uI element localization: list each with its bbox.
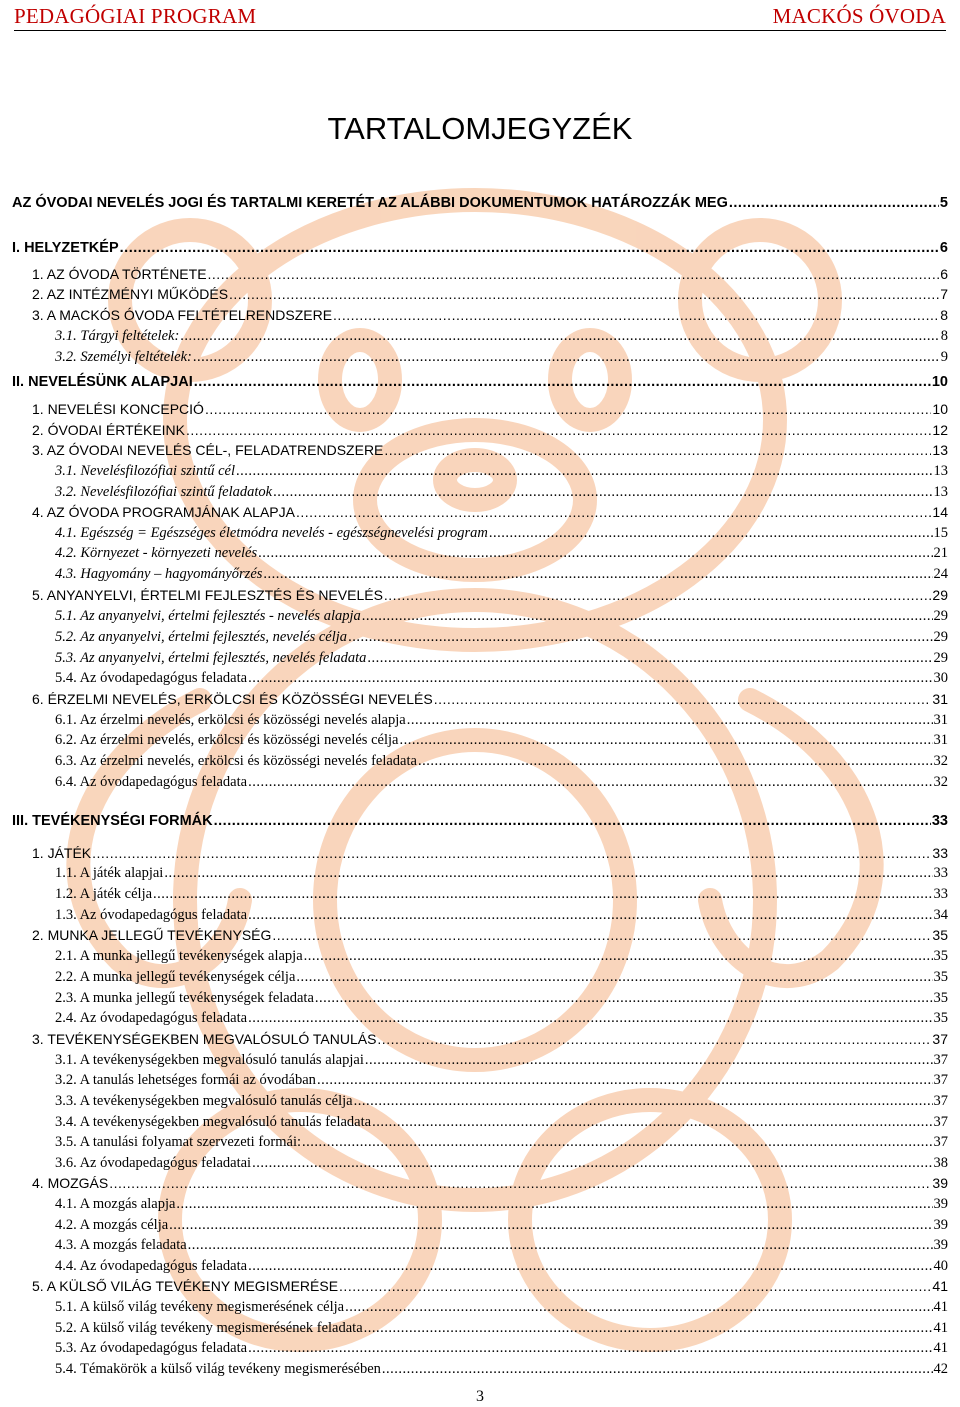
toc-entry-page: 29 — [933, 629, 948, 645]
toc-dot-leader — [229, 284, 939, 304]
toc-entry[interactable] — [55, 648, 948, 668]
toc-entry-page: 37 — [933, 1072, 948, 1088]
toc-entry-page: 32 — [933, 774, 948, 790]
toc-entry-title: 5.1. Az anyanyelvi, értelmi fejlesztés - nevelés alapja — [55, 608, 361, 624]
toc-entry-title: 1.1. A játék alapjai — [55, 865, 164, 881]
toc-dot-leader — [272, 925, 931, 945]
toc-dot-leader — [180, 326, 939, 346]
toc-entry-page: 9 — [940, 349, 948, 365]
toc-entry[interactable] — [55, 606, 948, 626]
toc-entry-title: 3.1. A tevékenységekben megvalósuló tanulás alapjai — [55, 1052, 364, 1068]
toc-entry-title: 1. JÁTÉK — [32, 845, 92, 861]
toc-entry[interactable] — [55, 946, 948, 966]
toc-dot-leader — [194, 372, 931, 392]
toc-entry[interactable] — [55, 967, 948, 987]
toc-entry-page: 24 — [933, 566, 948, 582]
toc-dot-leader — [248, 905, 932, 925]
toc-dot-leader — [333, 305, 939, 325]
toc-entry[interactable] — [55, 730, 948, 750]
toc-entry-title: 2.3. A munka jellegű tevékenységek feladata — [55, 990, 314, 1006]
page-number: 3 — [476, 1388, 484, 1405]
toc-dot-leader — [315, 988, 933, 1008]
toc-dot-leader — [384, 440, 931, 460]
toc-entry-title: 5.3. Az anyanyelvi, értelmi fejlesztés, nevelés feladata — [55, 650, 367, 666]
toc-entry-title: 3.4. A tevékenységekben megvalósuló tanulás feladata — [55, 1114, 372, 1130]
toc-entry[interactable] — [32, 925, 948, 945]
toc-entry-title: 5. A KÜLSŐ VILÁG TEVÉKENY MEGISMERÉSE — [32, 1278, 339, 1294]
toc-entry-page: 13 — [933, 484, 948, 500]
toc-entry[interactable] — [55, 1153, 948, 1173]
toc-entry-page: 13 — [933, 463, 948, 479]
toc-dot-leader — [489, 523, 933, 543]
toc-dot-leader — [382, 1359, 933, 1379]
toc-entry-page: 33 — [932, 845, 948, 861]
toc-entry-title: 2. AZ INTÉZMÉNYI MŰKÖDÉS — [32, 286, 229, 302]
toc-entry-title: 5.1. A külső világ tevékeny megismerésének célja — [55, 1299, 345, 1315]
toc-entry[interactable] — [12, 238, 948, 258]
toc-entry-title: 6.1. Az érzelmi nevelés, erkölcsi és közösségi nevelés alapja — [55, 712, 406, 728]
toc-entry[interactable] — [55, 751, 948, 771]
toc-dot-leader — [273, 482, 932, 502]
toc-entry-title: 4.1. Egészség = Egészséges életmódra nevelés - egészségnevelési program — [55, 525, 488, 541]
toc-dot-leader — [302, 1132, 932, 1152]
toc-dot-leader — [348, 627, 932, 647]
toc-entry-title: 6.2. Az érzelmi nevelés, erkölcsi és közösségi nevelés célja — [55, 732, 399, 748]
toc-entry-title: 2. ÓVODAI ÉRTÉKEINK — [32, 422, 186, 438]
toc-dot-leader — [205, 399, 931, 419]
toc-dot-leader — [296, 967, 932, 987]
toc-dot-leader — [377, 1029, 931, 1049]
toc-entry[interactable] — [32, 1276, 948, 1296]
toc-entry-title: 2. MUNKA JELLEGŰ TEVÉKENYSÉG — [32, 927, 272, 943]
header-left-title: PEDAGÓGIAI PROGRAM — [14, 4, 257, 28]
toc-entry[interactable] — [55, 1132, 948, 1152]
toc-dot-leader — [399, 730, 932, 750]
toc-entry-title: 5.4. Az óvodapedagógus feladata — [55, 670, 248, 686]
toc-entry[interactable] — [55, 710, 948, 730]
toc-entry-title: 5.2. A külső világ tevékeny megismerésének feladata — [55, 1320, 363, 1336]
toc-entry-page: 21 — [933, 545, 948, 561]
toc-dot-leader — [296, 502, 931, 522]
toc-entry[interactable] — [55, 482, 948, 502]
toc-entry[interactable] — [55, 884, 948, 904]
toc-entry-title: 1.3. Az óvodapedagógus feladata — [55, 907, 248, 923]
toc-entry[interactable] — [55, 772, 948, 792]
toc-entry[interactable] — [55, 326, 948, 346]
toc-entry-page: 33 — [933, 886, 948, 902]
toc-entry-page: 33 — [933, 865, 948, 881]
toc-dot-leader — [248, 1338, 932, 1358]
toc-dot-leader — [304, 946, 933, 966]
toc-dot-leader — [317, 1070, 933, 1090]
toc-dot-leader — [384, 585, 932, 605]
toc-entry[interactable] — [55, 1359, 948, 1379]
toc-entry[interactable] — [55, 1070, 948, 1090]
toc-dot-leader — [248, 1256, 932, 1276]
toc-entry[interactable] — [32, 502, 948, 522]
toc-entry[interactable] — [55, 347, 948, 367]
toc-dot-leader — [365, 1050, 933, 1070]
toc-entry-title: 4. MOZGÁS — [32, 1175, 109, 1191]
toc-entry-title: 6.4. Az óvodapedagógus feladata — [55, 774, 248, 790]
toc-entry-page: 42 — [933, 1361, 948, 1377]
toc-entry-title: 2.2. A munka jellegű tevékenységek célja — [55, 969, 296, 985]
toc-entry-page: 6 — [939, 240, 948, 256]
toc-dot-leader — [252, 1153, 932, 1173]
toc-entry-page: 37 — [933, 1114, 948, 1130]
toc-dot-leader — [248, 1008, 932, 1028]
toc-entry-title: 1. NEVELÉSI KONCEPCIÓ — [32, 401, 204, 417]
toc-entry-page: 31 — [932, 691, 948, 707]
toc-entry[interactable] — [32, 585, 948, 605]
toc-dot-leader — [248, 772, 932, 792]
toc-entry[interactable] — [32, 399, 948, 419]
toc-entry[interactable] — [55, 523, 948, 543]
toc-entry-title: 3.2. Személyi feltételek: — [55, 349, 192, 365]
toc-entry-title: 2.4. Az óvodapedagógus feladata — [55, 1010, 248, 1026]
toc-entry[interactable] — [32, 420, 948, 440]
toc-dot-leader — [258, 543, 932, 563]
toc-entry-page: 39 — [933, 1196, 948, 1212]
toc-dot-leader — [153, 884, 932, 904]
toc-entry-page: 6 — [940, 266, 948, 282]
toc-entry-page: 29 — [933, 650, 948, 666]
toc-entry-page: 35 — [933, 1010, 948, 1026]
toc-entry[interactable] — [32, 284, 948, 304]
toc-entry[interactable] — [32, 264, 948, 284]
toc-entry-page: 35 — [933, 969, 948, 985]
toc-entry-page: 37 — [933, 1134, 948, 1150]
toc-entry[interactable] — [55, 461, 948, 481]
toc-dot-leader — [434, 689, 932, 709]
toc-entry-page: 41 — [933, 1299, 948, 1315]
toc-dot-leader — [407, 710, 933, 730]
toc-dot-leader — [193, 347, 940, 367]
toc-entry-title: 4.3. Hagyomány – hagyományőrzés — [55, 566, 263, 582]
toc-entry[interactable] — [32, 843, 948, 863]
toc-entry[interactable] — [55, 1008, 948, 1028]
toc-entry-page: 7 — [940, 286, 948, 302]
toc-entry[interactable] — [55, 668, 948, 688]
toc-dot-leader — [248, 668, 932, 688]
toc-entry[interactable] — [55, 1318, 948, 1338]
toc-entry-page: 41 — [933, 1340, 948, 1356]
toc-dot-leader — [214, 811, 931, 831]
toc-entry-page: 40 — [933, 1258, 948, 1274]
toc-dot-leader — [345, 1297, 932, 1317]
toc-entry-page: 13 — [932, 442, 948, 458]
toc-dot-leader — [263, 564, 932, 584]
toc-dot-leader — [92, 843, 931, 863]
toc-dot-leader — [236, 461, 932, 481]
toc-entry-title: 4.2. A mozgás célja — [55, 1217, 169, 1233]
toc-dot-leader — [362, 606, 933, 626]
toc-dot-leader — [729, 193, 939, 213]
toc-entry-title: 3. AZ ÓVODAI NEVELÉS CÉL-, FELADATRENDSZERE — [32, 442, 384, 458]
toc-entry[interactable] — [12, 372, 948, 392]
toc-entry-page: 35 — [933, 990, 948, 1006]
toc-entry-page: 34 — [933, 907, 948, 923]
toc-entry-page: 39 — [933, 1237, 948, 1253]
toc-entry-page: 39 — [933, 1217, 948, 1233]
toc-entry-page: 5 — [939, 195, 948, 211]
toc-entry-title: 3. TEVÉKENYSÉGEKBEN MEGVALÓSULÓ TANULÁS — [32, 1031, 377, 1047]
toc-entry-title: II. NEVELÉSÜNK ALAPJAI — [12, 374, 193, 390]
toc-dot-leader — [208, 264, 940, 284]
toc-entry-page: 14 — [932, 504, 948, 520]
toc-entry-title: 3.6. Az óvodapedagógus feladatai — [55, 1155, 252, 1171]
toc-entry[interactable] — [55, 564, 948, 584]
toc-entry-title: 4.3. A mozgás feladata — [55, 1237, 187, 1253]
toc-entry[interactable] — [12, 193, 948, 213]
toc-dot-leader — [188, 1235, 933, 1255]
toc-entry-title: 3.2. Nevelésfilozófiai szintű feladatok — [55, 484, 273, 500]
toc-entry[interactable] — [32, 689, 948, 709]
toc-entry[interactable] — [32, 1173, 948, 1193]
toc-entry-page: 35 — [933, 948, 948, 964]
toc-entry[interactable] — [55, 863, 948, 883]
toc-entry-page: 30 — [933, 670, 948, 686]
toc-entry[interactable] — [55, 1338, 948, 1358]
toc-entry-title: 3.1. Nevelésfilozófiai szintű cél — [55, 463, 236, 479]
toc-dot-leader — [176, 1194, 932, 1214]
toc-entry-page: 35 — [932, 927, 948, 943]
toc-entry[interactable] — [12, 811, 948, 831]
toc-entry-page: 38 — [933, 1155, 948, 1171]
toc-entry[interactable] — [32, 305, 948, 325]
toc-dot-leader — [418, 751, 933, 771]
toc-dot-leader — [354, 1091, 933, 1111]
toc-entry-page: 29 — [933, 608, 948, 624]
toc-entry-title: I. HELYZETKÉP — [12, 240, 119, 256]
toc-entry-title: 6.3. Az érzelmi nevelés, erkölcsi és közösségi nevelés feladata — [55, 753, 417, 769]
toc-dot-leader — [120, 238, 939, 258]
toc-entry-page: 8 — [940, 307, 948, 323]
toc-dot-leader — [339, 1276, 931, 1296]
toc-entry-page: 15 — [933, 525, 948, 541]
toc-entry-page: 41 — [933, 1320, 948, 1336]
page-title: TARTALOMJEGYZÉK — [327, 111, 633, 146]
toc-entry-title: 3. A MACKÓS ÓVODA FELTÉTELRENDSZERE — [32, 307, 333, 323]
toc-entry-page: 39 — [932, 1175, 948, 1191]
toc-entry-title: AZ ÓVODAI NEVELÉS JOGI ÉS TARTALMI KERETÉT AZ ALÁBBI DOKUMENTUMOK HATÁROZZÁK MEG — [12, 195, 728, 211]
toc-dot-leader — [164, 863, 932, 883]
toc-entry-page: 37 — [933, 1093, 948, 1109]
toc-entry[interactable] — [55, 1256, 948, 1276]
toc-entry-page: 33 — [931, 813, 948, 829]
toc-entry-title: 4.4. Az óvodapedagógus feladata — [55, 1258, 248, 1274]
toc-entry-page: 37 — [933, 1052, 948, 1068]
page-header — [14, 2, 946, 31]
toc-entry[interactable] — [55, 988, 948, 1008]
toc-entry[interactable] — [55, 627, 948, 647]
toc-entry[interactable] — [55, 1297, 948, 1317]
toc-entry[interactable] — [55, 905, 948, 925]
toc-entry-page: 12 — [932, 422, 948, 438]
toc-entry-title: 3.1. Tárgyi feltételek: — [55, 328, 180, 344]
toc-entry-page: 32 — [933, 753, 948, 769]
toc-entry[interactable] — [55, 1112, 948, 1132]
toc-entry-page: 10 — [932, 401, 948, 417]
toc-entry-title: 4.1. A mozgás alapja — [55, 1196, 176, 1212]
toc-entry-page: 8 — [940, 328, 948, 344]
toc-dot-leader — [367, 648, 932, 668]
toc-entry[interactable] — [55, 543, 948, 563]
toc-entry-title: 3.5. A tanulási folyamat szervezeti formái: — [55, 1134, 302, 1150]
toc-entry[interactable] — [55, 1235, 948, 1255]
toc-entry[interactable] — [55, 1050, 948, 1070]
toc-entry-title: 1. AZ ÓVODA TÖRTÉNETE — [32, 266, 207, 282]
toc-dot-leader — [169, 1215, 932, 1235]
toc-entry-page: 10 — [931, 374, 948, 390]
toc-entry-title: 3.2. A tanulás lehetséges formái az óvodában — [55, 1072, 316, 1088]
toc-dot-leader — [364, 1318, 933, 1338]
toc-entry[interactable] — [32, 440, 948, 460]
toc-entry[interactable] — [32, 1029, 948, 1049]
toc-dot-leader — [186, 420, 931, 440]
toc-entry-title: 5. ANYANYELVI, ÉRTELMI FEJLESZTÉS ÉS NEVELÉS — [32, 587, 383, 603]
toc-entry-title: 5.3. Az óvodapedagógus feladata — [55, 1340, 248, 1356]
toc-entry[interactable] — [55, 1215, 948, 1235]
toc-entry-page: 31 — [933, 732, 948, 748]
toc-entry-page: 29 — [932, 587, 948, 603]
toc-entry-title: 4.2. Környezet - környezeti nevelés — [55, 545, 258, 561]
toc-entry-page: 41 — [932, 1278, 948, 1294]
toc-dot-leader — [372, 1112, 932, 1132]
toc-entry[interactable] — [55, 1091, 948, 1111]
toc-entry-title: 6. ÉRZELMI NEVELÉS, ERKÖLCSI ÉS KÖZÖSSÉGI NEVELÉS — [32, 691, 433, 707]
toc-entry-page: 37 — [932, 1031, 948, 1047]
toc-entry[interactable] — [55, 1194, 948, 1214]
toc-entry-title: 1.2. A játék célja — [55, 886, 153, 902]
toc-entry-title: 5.2. Az anyanyelvi, értelmi fejlesztés, nevelés célja — [55, 629, 348, 645]
header-right-title: MACKÓS ÓVODA — [772, 4, 946, 28]
toc-entry-page: 31 — [933, 712, 948, 728]
toc-entry-title: 4. AZ ÓVODA PROGRAMJÁNAK ALAPJA — [32, 504, 295, 520]
toc-entry-title: 5.4. Témakörök a külső világ tevékeny megismerésében — [55, 1361, 381, 1377]
toc-entry-title: 2.1. A munka jellegű tevékenységek alapja — [55, 948, 303, 964]
toc-entry-title: 3.3. A tevékenységekben megvalósuló tanulás célja — [55, 1093, 353, 1109]
toc-dot-leader — [109, 1173, 931, 1193]
toc-entry-title: III. TEVÉKENYSÉGI FORMÁK — [12, 813, 213, 829]
